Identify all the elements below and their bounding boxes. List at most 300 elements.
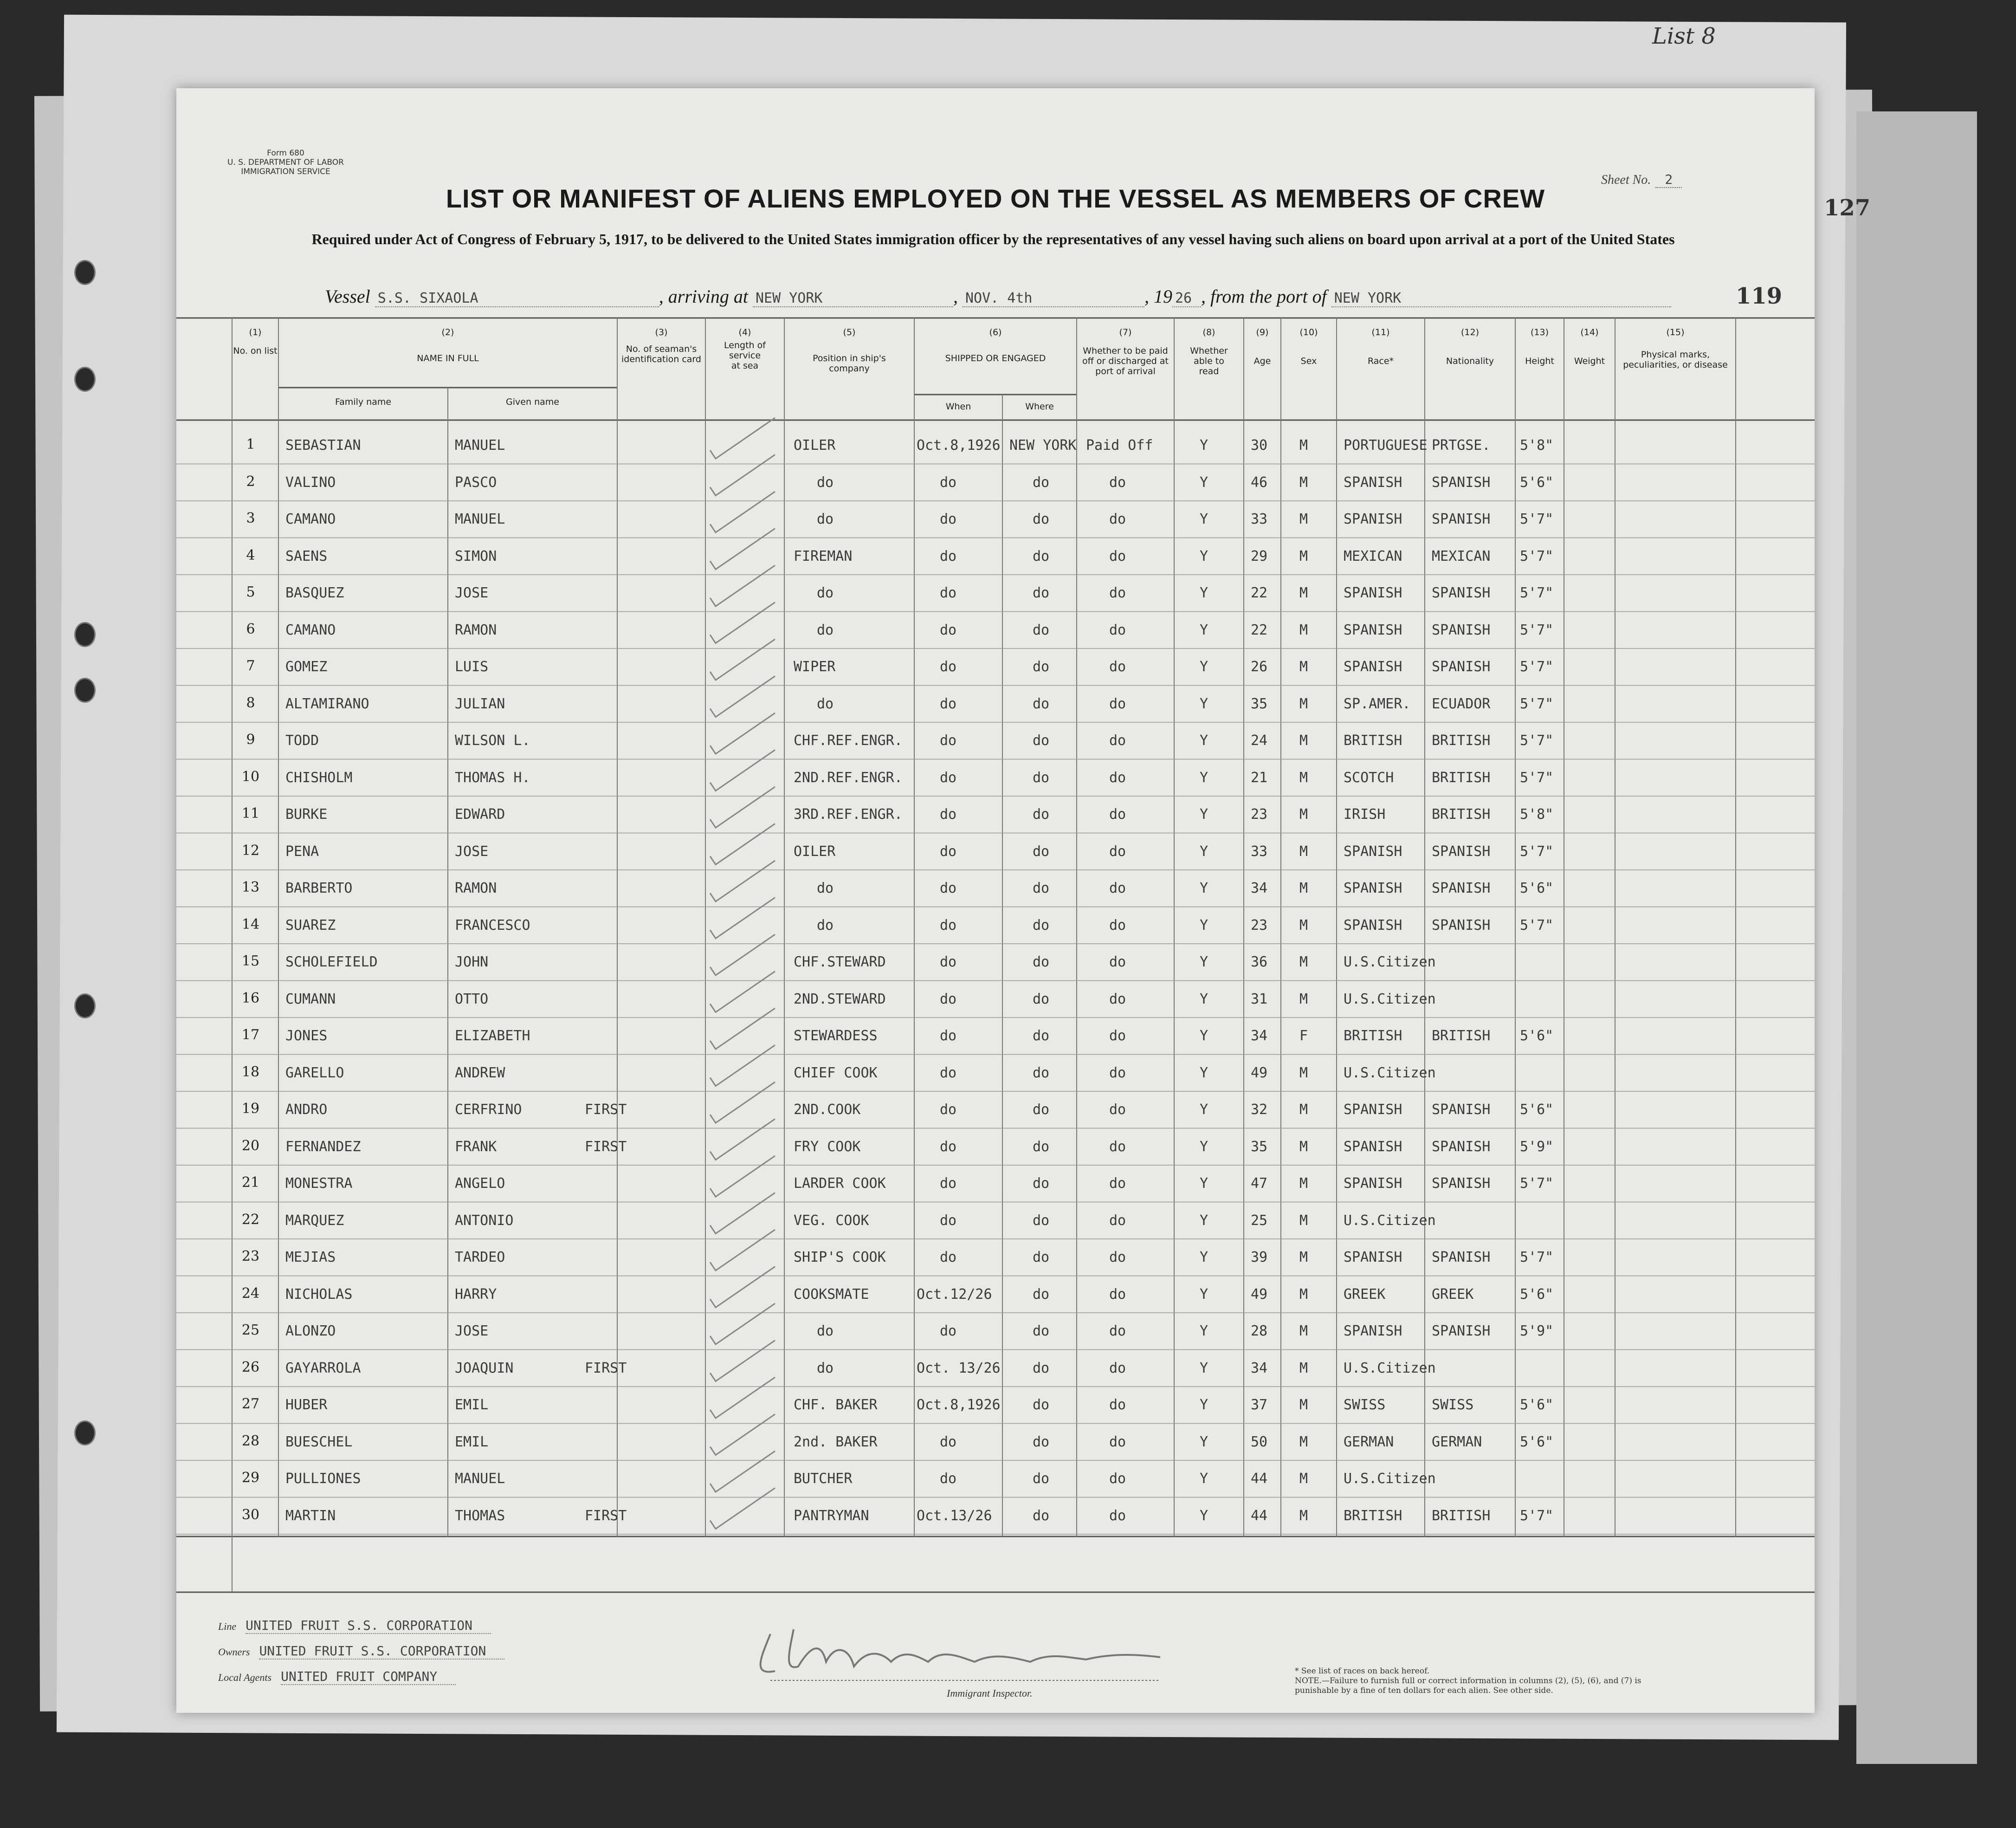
owners-field xyxy=(218,1643,504,1659)
nationality: GERMAN xyxy=(1432,1433,1482,1450)
height: 5'7" xyxy=(1520,695,1554,712)
height: 5'8" xyxy=(1520,437,1554,454)
position: CHIEF COOK xyxy=(794,1064,878,1081)
nationality: ECUADOR xyxy=(1432,695,1491,712)
able-to-read: Y xyxy=(1200,1064,1208,1081)
height: 5'8" xyxy=(1520,806,1554,823)
height: 5'7" xyxy=(1520,843,1554,860)
row-number: 10 xyxy=(241,768,260,785)
col-8-header xyxy=(1174,327,1244,376)
shipped-where: do xyxy=(1033,1064,1050,1081)
family-name: SAENS xyxy=(285,548,328,564)
given-name: JOAQUIN xyxy=(455,1360,514,1376)
position: do xyxy=(817,1323,834,1339)
shipped-where: do xyxy=(1033,659,1050,675)
id-card: FIRST xyxy=(585,1102,627,1118)
position: 2ND.COOK xyxy=(794,1102,861,1118)
position: STEWARDESS xyxy=(794,1028,878,1044)
family-name: TODD xyxy=(285,732,319,749)
age: 22 xyxy=(1251,622,1268,638)
check-mark xyxy=(710,1451,775,1492)
race: SPANISH xyxy=(1344,1175,1402,1192)
shipped-where: do xyxy=(1033,1507,1050,1524)
race: PORTUGUESE xyxy=(1344,437,1428,454)
col-3-header xyxy=(617,327,705,364)
height: 5'6" xyxy=(1520,880,1554,896)
age: 24 xyxy=(1251,732,1268,749)
shipped-where: do xyxy=(1033,843,1050,860)
given-name: TARDEO xyxy=(455,1249,505,1265)
family-name: HUBER xyxy=(285,1397,328,1413)
able-to-read: Y xyxy=(1200,1507,1208,1524)
family-name: NICHOLAS xyxy=(285,1286,353,1303)
col-11-label: Race* xyxy=(1367,356,1394,366)
shipped-where: do xyxy=(1033,1028,1050,1044)
row-number: 24 xyxy=(241,1285,260,1302)
family-name: CAMANO xyxy=(285,622,336,638)
race: U.S.Citizen xyxy=(1344,991,1436,1007)
nationality: SPANISH xyxy=(1432,880,1491,896)
col-15-label: Physical marks, peculiarities, or disease xyxy=(1623,350,1728,370)
binder-hole xyxy=(74,1420,96,1446)
family-name: SUAREZ xyxy=(285,917,336,933)
family-name: SCHOLEFIELD xyxy=(285,954,378,970)
paid-off: do xyxy=(1109,1028,1126,1044)
check-mark xyxy=(710,1488,775,1529)
given-name: EDWARD xyxy=(455,806,505,823)
shipped-where: do xyxy=(1033,1249,1050,1265)
able-to-read: Y xyxy=(1200,1397,1208,1413)
shipped-where: do xyxy=(1033,622,1050,638)
arriving-label: , arriving at xyxy=(659,286,748,307)
shipped-when: do xyxy=(940,843,957,860)
paid-off: do xyxy=(1109,1286,1126,1303)
height: 5'9" xyxy=(1520,1138,1554,1155)
given-name: SIMON xyxy=(455,548,497,564)
check-mark xyxy=(710,1156,775,1197)
col-4-label: Length of service at sea xyxy=(724,340,766,371)
height: 5'7" xyxy=(1520,917,1554,933)
able-to-read: Y xyxy=(1200,511,1208,527)
position: FRY COOK xyxy=(794,1138,861,1155)
nationality: SWISS xyxy=(1432,1397,1474,1413)
sex: M xyxy=(1299,585,1308,601)
sex: M xyxy=(1299,622,1308,638)
shipped-when: do xyxy=(940,1138,957,1155)
family-name: MONESTRA xyxy=(285,1175,353,1192)
form-number: Form 680 xyxy=(267,149,304,158)
position: do xyxy=(817,695,834,712)
col-5-number: (5) xyxy=(843,327,856,337)
col-9-label: Age xyxy=(1254,356,1271,366)
height: 5'6" xyxy=(1520,1433,1554,1450)
shipped-where: do xyxy=(1033,585,1050,601)
sex: M xyxy=(1299,511,1308,527)
shipped-where: do xyxy=(1033,1360,1050,1376)
given-name: JOHN xyxy=(455,954,489,970)
from-label: , from the port of xyxy=(1201,286,1327,307)
sex: M xyxy=(1299,991,1308,1007)
check-mark xyxy=(710,565,775,606)
paid-off: do xyxy=(1109,806,1126,823)
col-9-number: (9) xyxy=(1256,327,1269,337)
sex: M xyxy=(1299,548,1308,564)
position: PANTRYMAN xyxy=(794,1507,869,1524)
paid-off: do xyxy=(1109,659,1126,675)
given-name: RAMON xyxy=(455,622,497,638)
sex: M xyxy=(1299,1175,1308,1192)
year-suffix: 26 xyxy=(1172,290,1201,307)
nationality: SPANISH xyxy=(1432,843,1491,860)
shipped-where: do xyxy=(1033,1323,1050,1339)
race: SPANISH xyxy=(1344,659,1402,675)
row-number: 2 xyxy=(246,473,255,490)
col-12-header xyxy=(1425,327,1515,366)
shipped-when: do xyxy=(940,917,957,933)
shipped-when: do xyxy=(940,474,957,491)
col-13-number: (13) xyxy=(1530,327,1549,337)
age: 28 xyxy=(1251,1323,1268,1339)
department: U. S. DEPARTMENT OF LABOR xyxy=(227,158,344,167)
able-to-read: Y xyxy=(1200,1102,1208,1118)
family-name: MARTIN xyxy=(285,1507,336,1524)
race: SPANISH xyxy=(1344,880,1402,896)
shipped-where: do xyxy=(1033,1212,1050,1229)
col-10-label: Sex xyxy=(1300,356,1317,366)
background-sheet-edge xyxy=(1856,111,1977,1764)
owners-value: UNITED FRUIT S.S. CORPORATION xyxy=(259,1643,504,1659)
age: 34 xyxy=(1251,1360,1268,1376)
sex: M xyxy=(1299,659,1308,675)
family-name: BUESCHEL xyxy=(285,1433,353,1450)
paid-off: do xyxy=(1109,1507,1126,1524)
shipped-when: do xyxy=(940,695,957,712)
check-mark xyxy=(710,1230,775,1271)
shipped-when: do xyxy=(940,1175,957,1192)
nationality: SPANISH xyxy=(1432,511,1491,527)
paid-off: do xyxy=(1109,511,1126,527)
check-mark xyxy=(710,1082,775,1123)
sex: M xyxy=(1299,1138,1308,1155)
row-number: 12 xyxy=(241,842,260,859)
position: FIREMAN xyxy=(794,548,853,564)
shipped-where: do xyxy=(1033,880,1050,896)
side-number: 127 xyxy=(1824,195,1871,221)
paid-off: do xyxy=(1109,1360,1126,1376)
able-to-read: Y xyxy=(1200,806,1208,823)
check-mark xyxy=(710,455,775,496)
sex: M xyxy=(1299,1064,1308,1081)
nationality: SPANISH xyxy=(1432,659,1491,675)
age: 23 xyxy=(1251,917,1268,933)
age: 25 xyxy=(1251,1212,1268,1229)
check-mark xyxy=(710,1377,775,1418)
sex: M xyxy=(1299,843,1308,860)
check-mark xyxy=(710,861,775,901)
paid-off: do xyxy=(1109,1102,1126,1118)
col-6-label: SHIPPED OR ENGAGED xyxy=(945,353,1046,363)
check-mark xyxy=(710,1119,775,1160)
able-to-read: Y xyxy=(1200,1360,1208,1376)
paid-off: do xyxy=(1109,1212,1126,1229)
id-card: FIRST xyxy=(585,1360,627,1376)
race: SWISS xyxy=(1344,1397,1386,1413)
age: 37 xyxy=(1251,1397,1268,1413)
row-number: 7 xyxy=(246,658,255,674)
col-4-header xyxy=(705,327,784,371)
position: LARDER COOK xyxy=(794,1175,886,1192)
able-to-read: Y xyxy=(1200,1028,1208,1044)
family-name: JONES xyxy=(285,1028,328,1044)
check-mark xyxy=(710,934,775,975)
shipped-where: do xyxy=(1033,695,1050,712)
position: do xyxy=(817,880,834,896)
check-mark xyxy=(710,1267,775,1308)
given-name: FRANK xyxy=(455,1138,497,1155)
nationality: SPANISH xyxy=(1432,917,1491,933)
given-name: CERFRINO xyxy=(455,1102,522,1118)
able-to-read: Y xyxy=(1200,1286,1208,1303)
race: BRITISH xyxy=(1344,1507,1402,1524)
age: 29 xyxy=(1251,548,1268,564)
col-2-number: (2) xyxy=(441,327,454,337)
col-1-label: No. on list xyxy=(233,346,278,356)
given-name: EMIL xyxy=(455,1433,489,1450)
paid-off: do xyxy=(1109,1433,1126,1450)
sex: M xyxy=(1299,1323,1308,1339)
check-mark xyxy=(710,750,775,791)
race: SP.AMER. xyxy=(1344,695,1411,712)
height: 5'7" xyxy=(1520,1249,1554,1265)
col-1-number: (1) xyxy=(249,327,262,337)
race: SPANISH xyxy=(1344,622,1402,638)
paid-off: do xyxy=(1109,474,1126,491)
check-mark xyxy=(710,824,775,865)
shipped-where: do xyxy=(1033,732,1050,749)
age: 46 xyxy=(1251,474,1268,491)
given-name: RAMON xyxy=(455,880,497,896)
col-15-number: (15) xyxy=(1666,327,1685,337)
race: U.S.Citizen xyxy=(1344,1212,1436,1229)
row-number: 22 xyxy=(241,1211,260,1228)
given-name: EMIL xyxy=(455,1397,489,1413)
sex: M xyxy=(1299,1212,1308,1229)
given-name: JULIAN xyxy=(455,695,505,712)
manifest-page xyxy=(176,88,1815,1713)
race: U.S.Citizen xyxy=(1344,1064,1436,1081)
check-mark xyxy=(710,1193,775,1234)
shipped-when: do xyxy=(940,1249,957,1265)
family-name: BURKE xyxy=(285,806,328,823)
page-title: LIST OR MANIFEST OF ALIENS EMPLOYED ON THE VESSEL AS MEMBERS OF CREW xyxy=(446,184,1545,213)
col-9-header xyxy=(1244,327,1281,366)
position: OILER xyxy=(794,437,836,454)
paid-off: do xyxy=(1109,695,1126,712)
age: 31 xyxy=(1251,991,1268,1007)
family-name: FERNANDEZ xyxy=(285,1138,361,1155)
given-name: MANUEL xyxy=(455,511,505,527)
sex: M xyxy=(1299,474,1308,491)
position: 2ND.STEWARD xyxy=(794,991,886,1007)
nationality: SPANISH xyxy=(1432,1249,1491,1265)
position: 3RD.REF.ENGR. xyxy=(794,806,903,823)
age: 50 xyxy=(1251,1433,1268,1450)
given-name: ANTONIO xyxy=(455,1212,514,1229)
shipped-when: do xyxy=(940,880,957,896)
age: 22 xyxy=(1251,585,1268,601)
family-name: ALONZO xyxy=(285,1323,336,1339)
row-number: 1 xyxy=(246,436,255,453)
col-5-header xyxy=(784,327,914,374)
row-number: 9 xyxy=(246,732,255,748)
col-12-number: (12) xyxy=(1460,327,1479,337)
col-7-label: Whether to be paid off or discharged at port of arrival xyxy=(1082,346,1169,376)
race: SPANISH xyxy=(1344,1102,1402,1118)
race: IRISH xyxy=(1344,806,1386,823)
height: 5'6" xyxy=(1520,1397,1554,1413)
sex: M xyxy=(1299,806,1308,823)
paid-off: Paid Off xyxy=(1086,437,1153,454)
height: 5'7" xyxy=(1520,622,1554,638)
family-name: BARBERTO xyxy=(285,880,353,896)
footnote-penalty: NOTE.—Failure to furnish full or correct information in columns (2), (5), (6), and (7) is punishable by a fine of ten dollars for each alien. See other side. xyxy=(1295,1676,1641,1695)
shipped-when: do xyxy=(940,1433,957,1450)
line-label: Line xyxy=(218,1621,237,1632)
col-10-number: (10) xyxy=(1299,327,1318,337)
shipped-when: do xyxy=(940,806,957,823)
row-number: 21 xyxy=(241,1174,260,1191)
paid-off: do xyxy=(1109,548,1126,564)
row-number: 30 xyxy=(241,1506,260,1523)
given-name: THOMAS H. xyxy=(455,769,530,786)
sheet-label: Sheet No. xyxy=(1601,173,1651,187)
race: U.S.Citizen xyxy=(1344,954,1436,970)
able-to-read: Y xyxy=(1200,474,1208,491)
row-number: 8 xyxy=(246,694,255,711)
sex: M xyxy=(1299,917,1308,933)
age: 33 xyxy=(1251,843,1268,860)
row-number: 17 xyxy=(241,1027,260,1043)
owners-label: Owners xyxy=(218,1646,250,1658)
position: CHF.STEWARD xyxy=(794,954,886,970)
position: do xyxy=(817,917,834,933)
height: 5'9" xyxy=(1520,1323,1554,1339)
sex: M xyxy=(1299,1471,1308,1487)
line-value: UNITED FRUIT S.S. CORPORATION xyxy=(246,1618,491,1634)
paid-off: do xyxy=(1109,622,1126,638)
race: BRITISH xyxy=(1344,732,1402,749)
position: 2nd. BAKER xyxy=(794,1433,878,1450)
col-6-number: (6) xyxy=(989,327,1002,337)
age: 44 xyxy=(1251,1471,1268,1487)
paid-off: do xyxy=(1109,1249,1126,1265)
family-name: CAMANO xyxy=(285,511,336,527)
sex: M xyxy=(1299,1507,1308,1524)
sex: M xyxy=(1299,437,1308,454)
year-prefix: 19 xyxy=(1154,286,1172,307)
position: CHF.REF.ENGR. xyxy=(794,732,903,749)
shipped-when: do xyxy=(940,1102,957,1118)
binder-hole xyxy=(74,678,96,703)
paid-off: do xyxy=(1109,917,1126,933)
shipped-when: do xyxy=(940,1028,957,1044)
position: do xyxy=(817,474,834,491)
col-7-header xyxy=(1077,327,1174,376)
family-name: PENA xyxy=(285,843,319,860)
col-13-header xyxy=(1515,327,1564,366)
shipped-where: do xyxy=(1033,1433,1050,1450)
paid-off: do xyxy=(1109,732,1126,749)
position: do xyxy=(817,585,834,601)
check-mark xyxy=(710,492,775,532)
check-mark xyxy=(710,1341,775,1381)
family-name: GARELLO xyxy=(285,1064,344,1081)
position: BUTCHER xyxy=(794,1471,853,1487)
row-number: 19 xyxy=(241,1101,260,1117)
shipped-where: NEW YORK xyxy=(1009,437,1077,454)
nationality: BRITISH xyxy=(1432,732,1491,749)
given-name: ANGELO xyxy=(455,1175,505,1192)
row-number: 14 xyxy=(241,916,260,933)
nationality: MEXICAN xyxy=(1432,548,1491,564)
able-to-read: Y xyxy=(1200,843,1208,860)
col-5-label: Position in ship's company xyxy=(813,353,886,374)
paid-off: do xyxy=(1109,1471,1126,1487)
binder-holes xyxy=(70,260,97,1560)
family-name: MEJIAS xyxy=(285,1249,336,1265)
height: 5'7" xyxy=(1520,548,1554,564)
race: SPANISH xyxy=(1344,474,1402,491)
race: SPANISH xyxy=(1344,1323,1402,1339)
family-name: GAYARROLA xyxy=(285,1360,361,1376)
given-name: OTTO xyxy=(455,991,489,1007)
shipped-where: do xyxy=(1033,1175,1050,1192)
shipped-when: do xyxy=(940,1323,957,1339)
race: SPANISH xyxy=(1344,1249,1402,1265)
race: GERMAN xyxy=(1344,1433,1394,1450)
height: 5'7" xyxy=(1520,1507,1554,1524)
row-number: 4 xyxy=(246,547,255,564)
nationality: SPANISH xyxy=(1432,474,1491,491)
row-number: 16 xyxy=(241,990,260,1006)
col-2-label: NAME IN FULL xyxy=(417,353,479,363)
nationality: SPANISH xyxy=(1432,622,1491,638)
height: 5'7" xyxy=(1520,732,1554,749)
sex: M xyxy=(1299,732,1308,749)
row-number: 20 xyxy=(241,1137,260,1154)
agents-field xyxy=(218,1669,456,1684)
able-to-read: Y xyxy=(1200,917,1208,933)
footnote-races: * See list of races on back hereof. xyxy=(1295,1666,1430,1676)
family-name: CUMANN xyxy=(285,991,336,1007)
page-number: 119 xyxy=(1736,283,1783,309)
sex: M xyxy=(1299,1433,1308,1450)
row-number: 27 xyxy=(241,1396,260,1412)
position: do xyxy=(817,1360,834,1376)
shipped-when: Oct.8,1926 xyxy=(917,437,1001,454)
able-to-read: Y xyxy=(1200,954,1208,970)
age: 26 xyxy=(1251,659,1268,675)
family-name: GOMEZ xyxy=(285,659,328,675)
shipped-where: do xyxy=(1033,474,1050,491)
shipped-where: do xyxy=(1033,917,1050,933)
age: 39 xyxy=(1251,1249,1268,1265)
shipped-when: do xyxy=(940,954,957,970)
age: 49 xyxy=(1251,1286,1268,1303)
paid-off: do xyxy=(1109,1397,1126,1413)
footnote xyxy=(1295,1666,1666,1696)
shipped-when: do xyxy=(940,548,957,564)
